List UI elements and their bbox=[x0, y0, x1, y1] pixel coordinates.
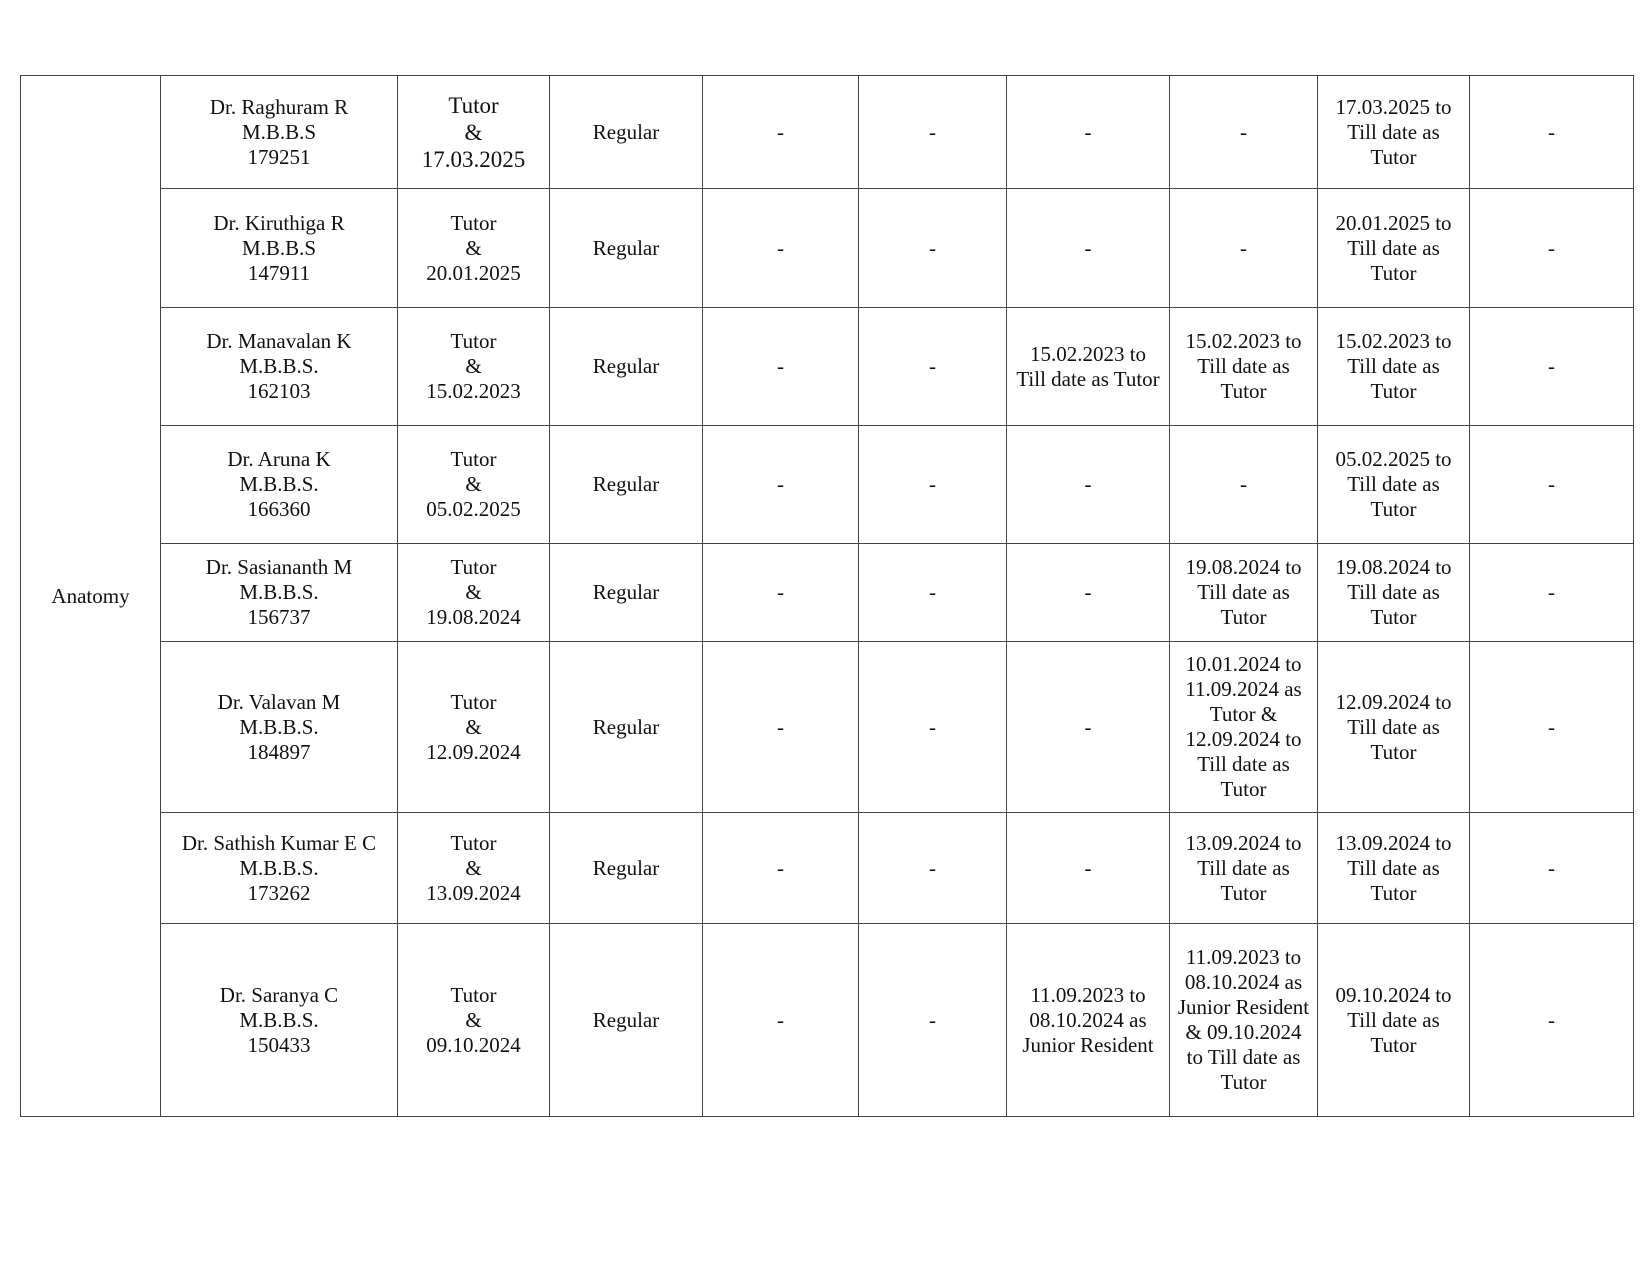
remarks-cell: - bbox=[1470, 924, 1634, 1117]
qualification: M.B.B.S. bbox=[239, 354, 319, 378]
experience-cell bbox=[1007, 308, 1170, 426]
remarks-cell: - bbox=[1470, 813, 1634, 924]
registration-number: 150433 bbox=[247, 1032, 311, 1057]
experience-cell bbox=[1170, 642, 1318, 813]
remarks-cell: - bbox=[1470, 76, 1634, 189]
experience-text: 13.09.2024 to Till date as Tutor bbox=[1185, 830, 1302, 905]
experience-cell bbox=[1318, 544, 1470, 642]
experience-text: 12.09.2024 to Till date as Tutor bbox=[1335, 689, 1452, 764]
remarks-cell: - bbox=[1470, 544, 1634, 642]
experience-cell: - bbox=[859, 308, 1007, 426]
experience-text: 10.01.2024 to 11.09.2024 as Tutor & 12.09.2024 to Till date as Tutor bbox=[1185, 652, 1302, 801]
experience-cell bbox=[1318, 642, 1470, 813]
experience-cell bbox=[1318, 189, 1470, 308]
experience-cell: - bbox=[703, 308, 859, 426]
table-row bbox=[21, 813, 1634, 924]
experience-text: 13.09.2024 to Till date as Tutor bbox=[1335, 830, 1452, 905]
qualification: M.B.B.S. bbox=[239, 472, 319, 496]
experience-cell: - bbox=[1007, 189, 1170, 308]
joining-date: 20.01.2025 bbox=[426, 260, 521, 285]
qualification: M.B.B.S bbox=[241, 119, 317, 144]
experience-cell bbox=[1007, 924, 1170, 1117]
experience-cell: - bbox=[703, 642, 859, 813]
faculty-name: Dr. Sasiananth M bbox=[205, 555, 353, 579]
experience-cell: - bbox=[703, 813, 859, 924]
joining-date: 15.02.2023 bbox=[426, 379, 521, 403]
faculty-name: Dr. Valavan M bbox=[217, 689, 341, 714]
experience-cell: - bbox=[859, 189, 1007, 308]
faculty-name-cell bbox=[161, 426, 398, 544]
experience-text: 11.09.2023 to 08.10.2024 as Junior Resident bbox=[1022, 982, 1154, 1057]
experience-cell: - bbox=[1007, 544, 1170, 642]
qualification: M.B.B.S. bbox=[239, 855, 319, 880]
remarks-cell: - bbox=[1470, 308, 1634, 426]
department-name: Anatomy bbox=[51, 583, 130, 608]
faculty-name: Dr. Manavalan K bbox=[206, 329, 352, 353]
experience-cell bbox=[1170, 813, 1318, 924]
designation-cell bbox=[398, 813, 550, 924]
designation: Tutor bbox=[450, 689, 497, 714]
experience-cell bbox=[1170, 924, 1318, 1117]
experience-text: 20.01.2025 to Till date as Tutor bbox=[1335, 210, 1452, 285]
nature-cell: Regular bbox=[550, 76, 703, 189]
designation: Tutor bbox=[450, 447, 497, 471]
nature-cell: Regular bbox=[550, 308, 703, 426]
joining-date: 17.03.2025 bbox=[421, 146, 526, 172]
experience-cell: - bbox=[1170, 189, 1318, 308]
table-row bbox=[21, 76, 1634, 189]
experience-cell: - bbox=[1007, 642, 1170, 813]
faculty-name-cell bbox=[161, 924, 398, 1117]
registration-number: 179251 bbox=[247, 144, 311, 169]
faculty-name-cell bbox=[161, 308, 398, 426]
table-row bbox=[21, 308, 1634, 426]
faculty-name-cell bbox=[161, 189, 398, 308]
experience-cell bbox=[1318, 813, 1470, 924]
experience-cell: - bbox=[859, 642, 1007, 813]
faculty-name: Dr. Kiruthiga R bbox=[213, 210, 345, 235]
experience-text: 15.02.2023 to Till date as Tutor bbox=[1185, 329, 1302, 403]
qualification: M.B.B.S. bbox=[239, 1007, 319, 1032]
experience-text: 09.10.2024 to Till date as Tutor bbox=[1335, 982, 1452, 1057]
designation: Tutor bbox=[450, 982, 497, 1007]
faculty-name: Dr. Sathish Kumar E C bbox=[181, 830, 377, 855]
experience-text: 19.08.2024 to Till date as Tutor bbox=[1185, 555, 1302, 629]
experience-cell: - bbox=[703, 76, 859, 189]
experience-text: 17.03.2025 to Till date as Tutor bbox=[1335, 94, 1452, 169]
experience-cell bbox=[1318, 924, 1470, 1117]
experience-cell bbox=[1318, 426, 1470, 544]
experience-cell bbox=[1170, 544, 1318, 642]
faculty-name-cell bbox=[161, 76, 398, 189]
faculty-name-cell bbox=[161, 544, 398, 642]
experience-cell: - bbox=[859, 426, 1007, 544]
nature-cell: Regular bbox=[550, 426, 703, 544]
joining-date: 12.09.2024 bbox=[426, 739, 521, 764]
experience-cell bbox=[1318, 76, 1470, 189]
joining-date: 19.08.2024 bbox=[426, 605, 521, 629]
experience-text: 15.02.2023 to Till date as Tutor bbox=[1335, 329, 1452, 403]
designation: Tutor bbox=[448, 92, 499, 118]
faculty-name-cell bbox=[161, 642, 398, 813]
table-row bbox=[21, 924, 1634, 1117]
experience-text: 11.09.2023 to 08.10.2024 as Junior Resident & 09.10.2024 to Till date as Tutor bbox=[1177, 945, 1310, 1094]
experience-cell: - bbox=[1007, 813, 1170, 924]
ampersand: & bbox=[465, 714, 482, 739]
nature-cell: Regular bbox=[550, 544, 703, 642]
registration-number: 173262 bbox=[247, 880, 311, 905]
experience-text: 05.02.2025 to Till date as Tutor bbox=[1335, 447, 1452, 521]
experience-cell bbox=[1318, 308, 1470, 426]
ampersand: & bbox=[464, 119, 483, 145]
experience-cell bbox=[1170, 308, 1318, 426]
ampersand: & bbox=[465, 354, 482, 378]
nature-cell: Regular bbox=[550, 924, 703, 1117]
registration-number: 166360 bbox=[247, 497, 311, 521]
qualification: M.B.B.S. bbox=[239, 714, 319, 739]
table-row bbox=[21, 642, 1634, 813]
designation: Tutor bbox=[450, 329, 497, 353]
department-cell bbox=[21, 76, 161, 1117]
designation-cell bbox=[398, 426, 550, 544]
experience-cell: - bbox=[859, 544, 1007, 642]
experience-cell: - bbox=[703, 189, 859, 308]
remarks-cell: - bbox=[1470, 426, 1634, 544]
designation: Tutor bbox=[450, 210, 497, 235]
designation: Tutor bbox=[450, 830, 497, 855]
ampersand: & bbox=[465, 472, 482, 496]
designation-cell bbox=[398, 76, 550, 189]
faculty-name: Dr. Raghuram R bbox=[209, 94, 349, 119]
joining-date: 05.02.2025 bbox=[426, 497, 521, 521]
ampersand: & bbox=[465, 235, 482, 260]
experience-cell: - bbox=[703, 426, 859, 544]
registration-number: 184897 bbox=[247, 739, 311, 764]
table-row bbox=[21, 426, 1634, 544]
faculty-name-cell bbox=[161, 813, 398, 924]
experience-cell: - bbox=[1170, 426, 1318, 544]
designation-cell bbox=[398, 544, 550, 642]
nature-cell: Regular bbox=[550, 813, 703, 924]
registration-number: 147911 bbox=[247, 260, 311, 285]
registration-number: 156737 bbox=[247, 605, 311, 629]
experience-text: 19.08.2024 to Till date as Tutor bbox=[1335, 555, 1452, 629]
joining-date: 13.09.2024 bbox=[426, 880, 521, 905]
experience-cell: - bbox=[1007, 76, 1170, 189]
ampersand: & bbox=[465, 580, 482, 604]
table-row bbox=[21, 189, 1634, 308]
nature-cell: Regular bbox=[550, 189, 703, 308]
designation-cell bbox=[398, 924, 550, 1117]
registration-number: 162103 bbox=[247, 379, 311, 403]
designation-cell bbox=[398, 642, 550, 813]
experience-text: 15.02.2023 to Till date as Tutor bbox=[1016, 341, 1160, 391]
designation-cell bbox=[398, 189, 550, 308]
nature-cell: Regular bbox=[550, 642, 703, 813]
experience-cell: - bbox=[1007, 426, 1170, 544]
remarks-cell: - bbox=[1470, 189, 1634, 308]
qualification: M.B.B.S bbox=[241, 235, 317, 260]
ampersand: & bbox=[465, 1007, 482, 1032]
experience-cell: - bbox=[859, 813, 1007, 924]
experience-cell: - bbox=[859, 76, 1007, 189]
faculty-name: Dr. Aruna K bbox=[227, 447, 331, 471]
experience-cell: - bbox=[703, 924, 859, 1117]
experience-cell: - bbox=[859, 924, 1007, 1117]
qualification: M.B.B.S. bbox=[239, 580, 319, 604]
designation-cell bbox=[398, 308, 550, 426]
faculty-name: Dr. Saranya C bbox=[219, 982, 339, 1007]
table-row bbox=[21, 544, 1634, 642]
joining-date: 09.10.2024 bbox=[426, 1032, 521, 1057]
faculty-table bbox=[20, 75, 1634, 1117]
experience-cell: - bbox=[703, 544, 859, 642]
experience-cell: - bbox=[1170, 76, 1318, 189]
remarks-cell: - bbox=[1470, 642, 1634, 813]
designation: Tutor bbox=[450, 555, 497, 579]
ampersand: & bbox=[465, 855, 482, 880]
